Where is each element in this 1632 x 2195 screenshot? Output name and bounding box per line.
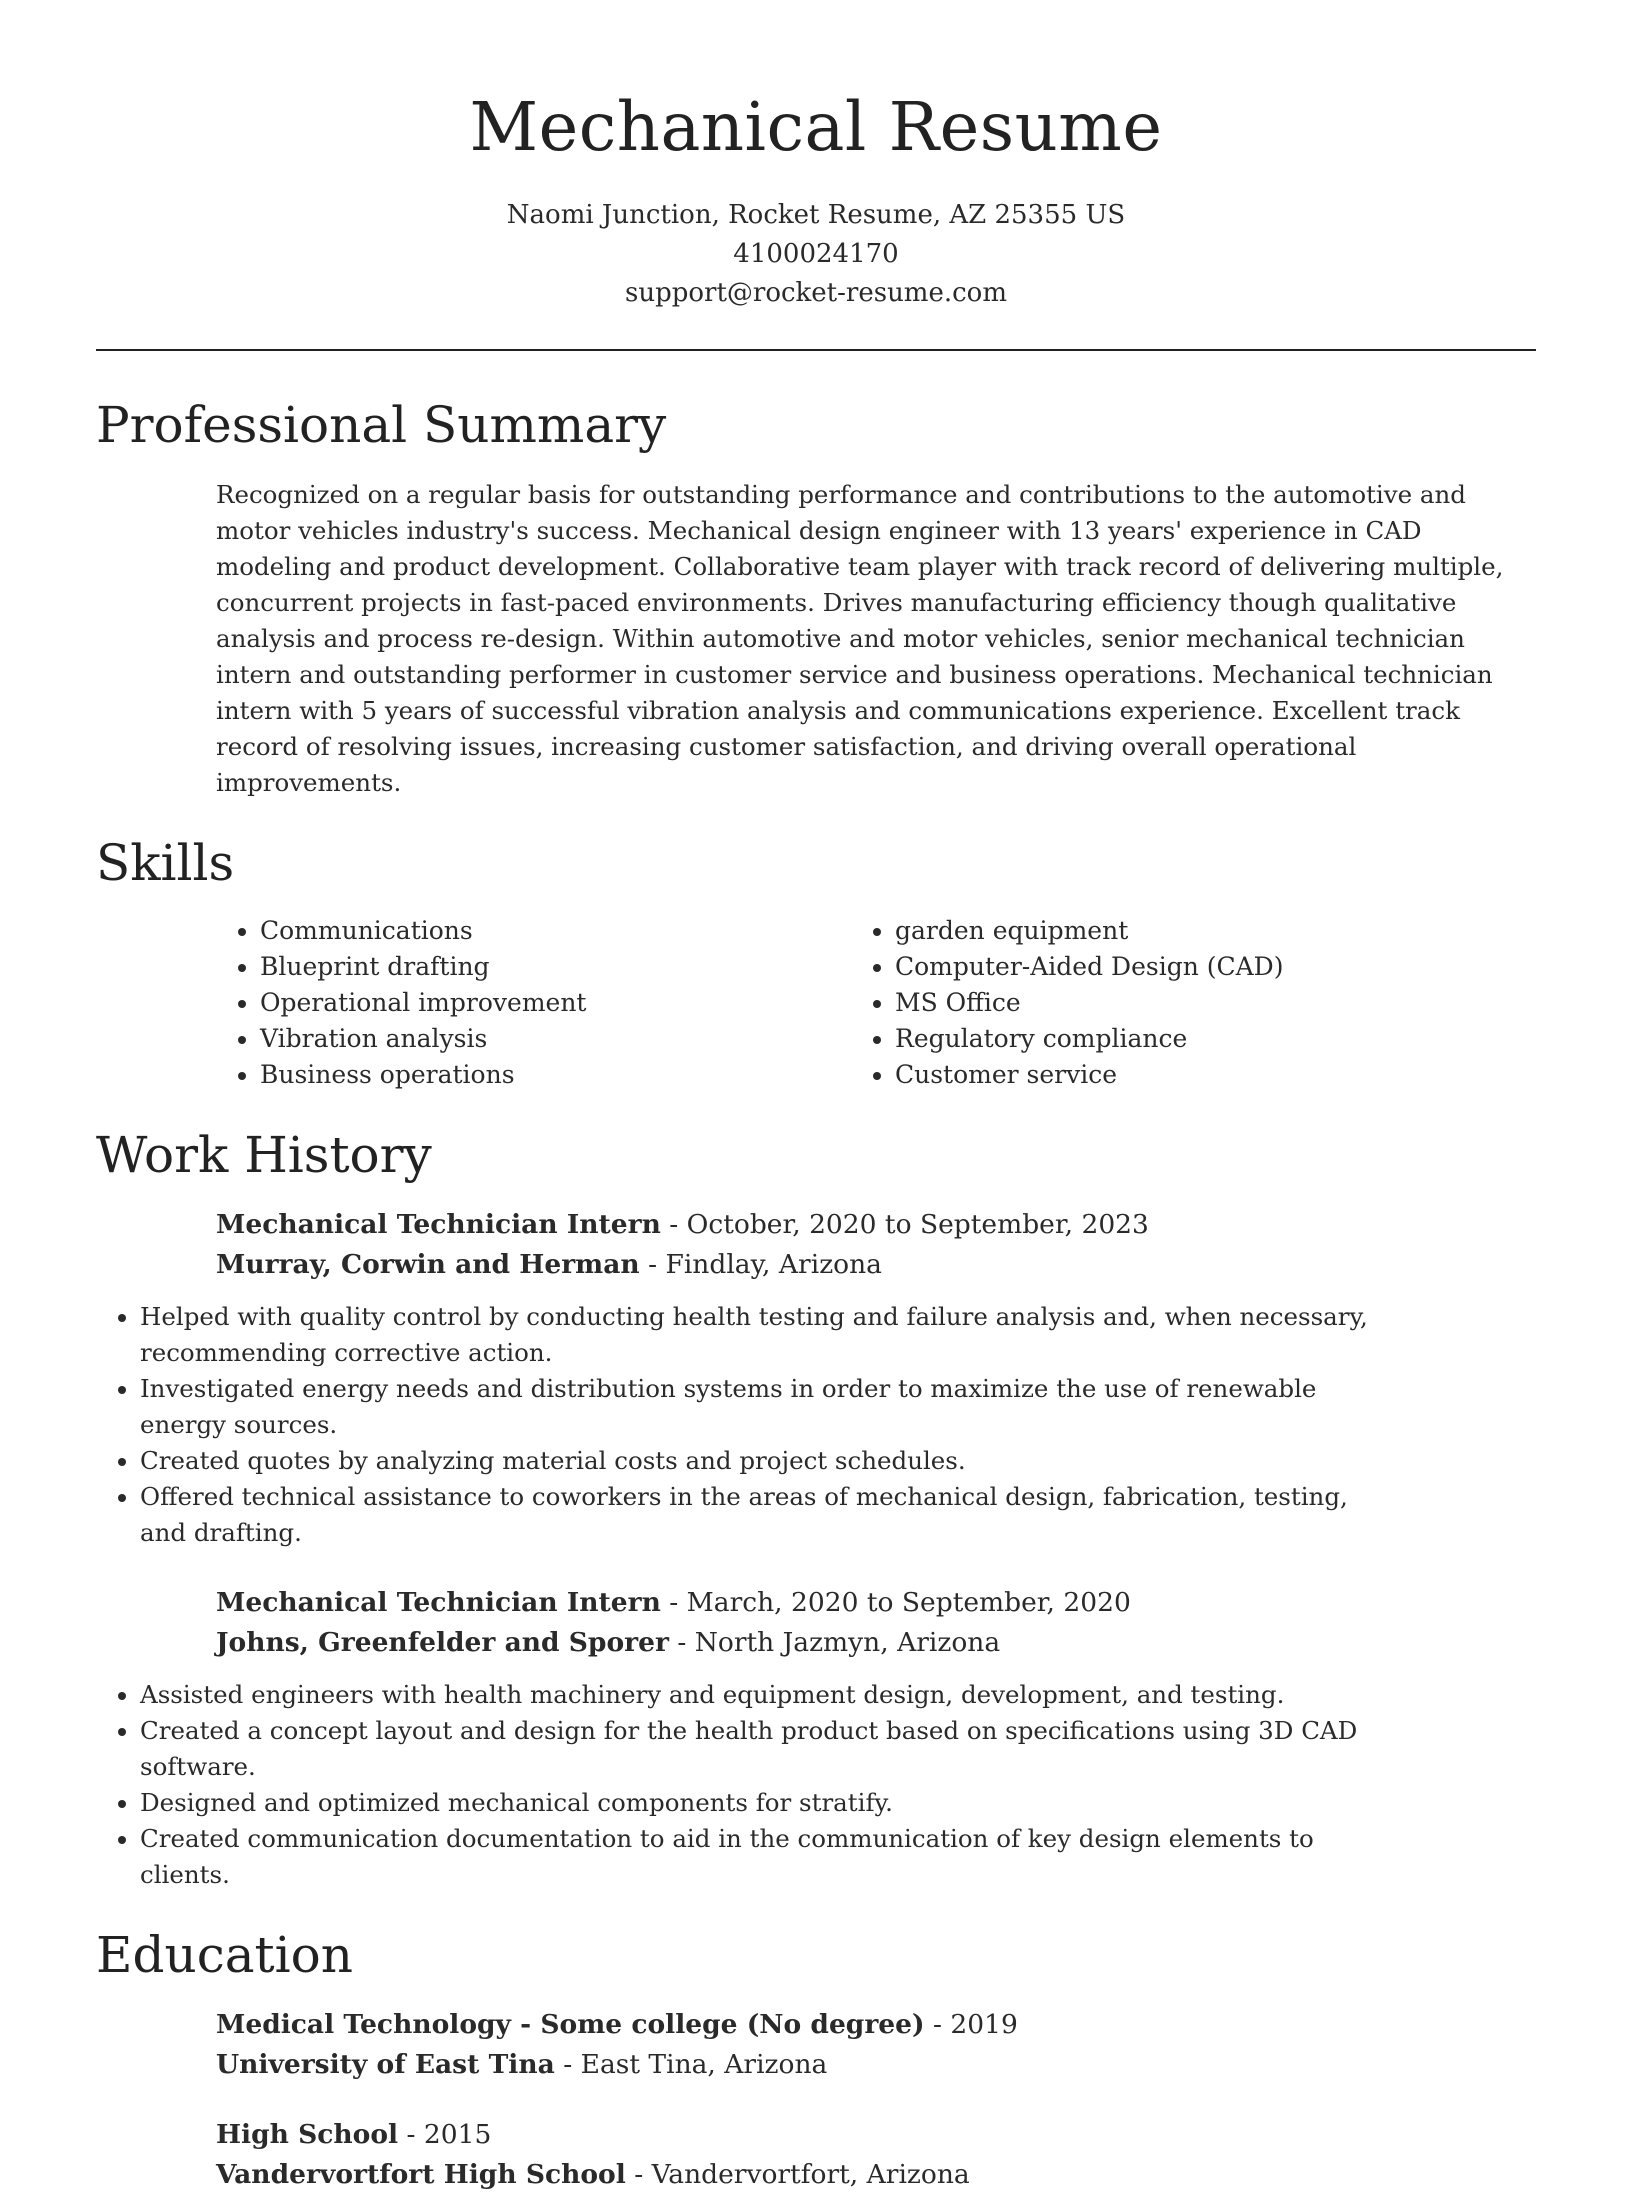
job-bullet: • Helped with quality control by conducting health testing and failure analysis and, when necessary, recommending corrective action.: [140, 1299, 1368, 1371]
summary-text: Recognized on a regular basis for outstanding performance and contributions to the automotive and motor vehicles industry's success. Mechanical design engineer with 13 years' experience in CAD modeling and product development. Collaborative team player with track record of delivering multiple, concurrent projects in fast-paced environments. Drives manufacturing efficiency though qualitative analysis and process re-design. Within automotive and motor vehicles, senior mechanical technician intern and outstanding performer in customer service and business operations. Mechanical technician intern with 5 years of successful vibration analysis and communications experience. Excellent track record of resolving issues, increasing customer satisfaction, and driving overall operational improvements.: [216, 480, 1504, 797]
skill-item: • Business operations: [260, 1057, 901, 1093]
job-bullet: • Investigated energy needs and distribution systems in order to maximize the use of renewable energy sources.: [140, 1371, 1368, 1443]
job-bullet: • Offered technical assistance to coworkers in the areas of mechanical design, fabrication, testing, and drafting.: [140, 1479, 1368, 1551]
skills-list-right: [895, 913, 1536, 1093]
summary-section: [96, 393, 1536, 801]
contact-phone: 4100024170: [733, 239, 899, 269]
education-degree-line: [216, 2115, 1536, 2155]
job-bullet: • Designed and optimized mechanical components for stratify.: [140, 1785, 1368, 1821]
job-title-line: [216, 1205, 1536, 1245]
education-school: Vandervortfort High School: [216, 2159, 626, 2190]
skills-section: [96, 831, 1536, 1093]
contact-block: [96, 196, 1536, 313]
job-bullets: [96, 1299, 1368, 1551]
skill-item: • Blueprint drafting: [260, 949, 901, 985]
skill-item: • MS Office: [895, 985, 1536, 1021]
work-history-heading: Work History: [96, 1126, 432, 1184]
education-school-line: [216, 2155, 1536, 2195]
job-bullet: • Assisted engineers with health machinery and equipment design, development, and testing.: [140, 1677, 1368, 1713]
education-entry: [216, 2005, 1536, 2085]
skill-item: • garden equipment: [895, 913, 1536, 949]
education-degree: Medical Technology - Some college (No degree): [216, 2009, 925, 2040]
job-role: Mechanical Technician Intern: [216, 1209, 661, 1240]
skills-columns: [216, 913, 1536, 1093]
job-company-line: [216, 1623, 1536, 1663]
job-company-line: [216, 1245, 1536, 1285]
education-degree-line: [216, 2005, 1536, 2045]
education-year: - 2015: [398, 2119, 492, 2150]
job-company: Johns, Greenfelder and Sporer: [216, 1627, 669, 1658]
skill-item: • Regulatory compliance: [895, 1021, 1536, 1057]
job-bullet: • Created a concept layout and design for the health product based on specifications using 3D CAD software.: [140, 1713, 1368, 1785]
education-degree: High School: [216, 2119, 399, 2150]
skills-list-left: [216, 913, 901, 1093]
job-entry: [216, 1583, 1536, 1663]
education-heading: Education: [96, 1926, 353, 1984]
education-location: - Vandervortfort, Arizona: [625, 2159, 970, 2190]
job-company: Murray, Corwin and Herman: [216, 1249, 640, 1280]
resume-header: [96, 80, 1536, 313]
education-year: - 2019: [924, 2009, 1018, 2040]
summary-heading: Professional Summary: [96, 396, 667, 454]
job-dates: - March, 2020 to September, 2020: [660, 1587, 1131, 1618]
education-location: - East Tina, Arizona: [554, 2049, 828, 2080]
contact-email: support@rocket-resume.com: [624, 278, 1007, 308]
job-location: - Findlay, Arizona: [639, 1249, 882, 1280]
skill-item: • Computer-Aided Design (CAD): [895, 949, 1536, 985]
skill-item: • Communications: [260, 913, 901, 949]
job-entry: [216, 1205, 1536, 1285]
job-bullet: • Created quotes by analyzing material costs and project schedules.: [140, 1443, 1368, 1479]
education-school: University of East Tina: [216, 2049, 555, 2080]
job-title-line: [216, 1583, 1536, 1623]
education-section: [96, 1923, 1536, 2195]
education-entry: [216, 2115, 1536, 2195]
resume-title: Mechanical Resume: [469, 88, 1163, 166]
skill-item: • Operational improvement: [260, 985, 901, 1021]
work-history-section: [96, 1123, 1536, 1893]
job-dates: - October, 2020 to September, 2023: [660, 1209, 1149, 1240]
skill-item: • Vibration analysis: [260, 1021, 901, 1057]
job-role: Mechanical Technician Intern: [216, 1587, 661, 1618]
header-divider: [96, 349, 1536, 351]
job-location: - North Jazmyn, Arizona: [668, 1627, 1001, 1658]
contact-address: Naomi Junction, Rocket Resume, AZ 25355 US: [506, 200, 1126, 230]
skills-heading: Skills: [96, 834, 235, 892]
job-bullets: [96, 1677, 1368, 1893]
job-bullet: • Created communication documentation to aid in the communication of key design elements to clients.: [140, 1821, 1368, 1893]
skill-item: • Customer service: [895, 1057, 1536, 1093]
education-school-line: [216, 2045, 1536, 2085]
